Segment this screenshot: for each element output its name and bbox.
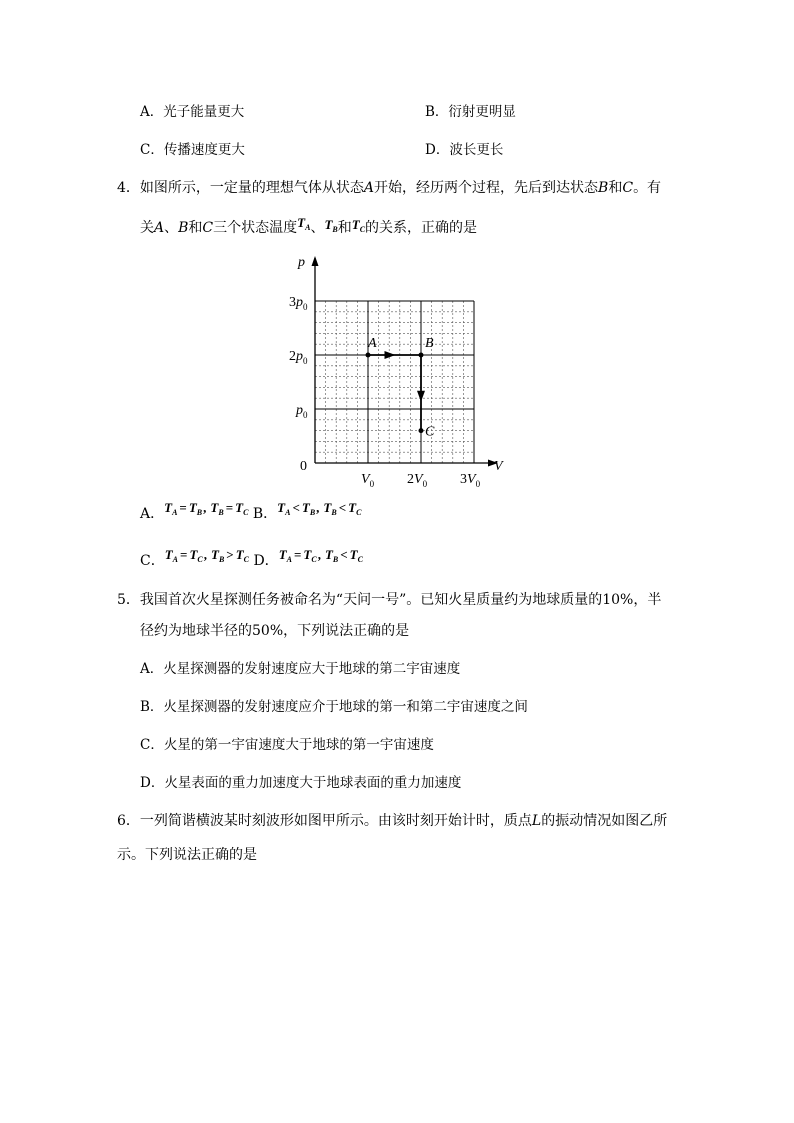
y-tick-label: $p_0$ xyxy=(296,403,308,420)
q3-option-b: B．衍射更明显 xyxy=(425,104,516,120)
state-label-c: C xyxy=(425,424,435,440)
q4-option-c: C．$T_A = T_C$, $T_B > T_C$ xyxy=(140,547,249,569)
x-tick-label: $2V_0$ xyxy=(407,472,428,488)
x-axis-label: V xyxy=(494,459,503,474)
q5-option-d: D．火星表面的重力加速度大于地球表面的重力加速度 xyxy=(140,775,462,791)
q3-option-c: C．传播速度更大 xyxy=(140,142,245,158)
q5-option-b: B．火星探测器的发射速度应介于地球的第一和第二宇宙速度之间 xyxy=(140,699,528,715)
q4-option-b: B．$T_A < T_B$, $T_B < T_C$ xyxy=(252,500,362,522)
graph-fine-grid xyxy=(315,301,474,463)
y-axis-label: p xyxy=(298,255,305,270)
q4-options-row2 xyxy=(140,545,363,571)
q5-stem-line2: 径约为地球半径的50%，下列说法正确的是 xyxy=(140,623,410,639)
q4-option-a: A．$T_A = T_B$, $T_B = T_C$ xyxy=(140,500,249,522)
state-point-b xyxy=(419,353,424,358)
q5-option-c: C．火星的第一宇宙速度大于地球的第一宇宙速度 xyxy=(140,737,434,753)
q3-option-a: A．光子能量更大 xyxy=(140,104,245,120)
graph-process-path xyxy=(366,336,436,440)
y-axis-arrow xyxy=(312,256,319,266)
y-tick-label: $2p_0$ xyxy=(289,349,308,366)
y-tick-label: $3p_0$ xyxy=(289,295,308,312)
graph-axes xyxy=(312,256,499,467)
arrow-b-to-c xyxy=(417,391,425,402)
state-label-b: B xyxy=(425,336,434,351)
state-point-c xyxy=(419,428,424,433)
arrow-a-to-b xyxy=(385,351,396,359)
pv-graph xyxy=(278,248,518,488)
state-label-a: A xyxy=(368,336,377,351)
q4-stem-line2: 关A、B和C三个状态温度$T_A$、$T_B$和$T_C$的关系，正确的是 xyxy=(140,215,478,236)
origin-label: 0 xyxy=(300,459,307,474)
q5-option-a: A．火星探测器的发射速度应大于地球的第二宇宙速度 xyxy=(140,661,461,677)
x-tick-label: $V_0$ xyxy=(361,472,375,488)
graph-tick-labels xyxy=(289,255,504,488)
graph-major-grid xyxy=(315,301,474,463)
q4-option-d: D．$T_A = T_C$, $T_B < T_C$ xyxy=(253,547,363,569)
q4-stem-line1: 4．如图所示，一定量的理想气体从状态A开始，经历两个过程，先后到达状态B和C。有 xyxy=(117,180,662,196)
x-tick-label: $3V_0$ xyxy=(460,472,481,488)
q4-options-row1 xyxy=(140,498,361,524)
q6-stem-line2: 示。下列说法正确的是 xyxy=(117,847,257,863)
q3-option-d: D．波长更长 xyxy=(425,142,504,158)
state-point-a xyxy=(366,353,371,358)
q6-stem-line1: 6．一列简谐横波某时刻波形如图甲所示。由该时刻开始计时，质点L的振动情况如图乙所 xyxy=(117,813,668,829)
q5-stem-line1: 5．我国首次火星探测任务被命名为“天问一号”。已知火星质量约为地球质量的10%，半 xyxy=(117,592,662,608)
